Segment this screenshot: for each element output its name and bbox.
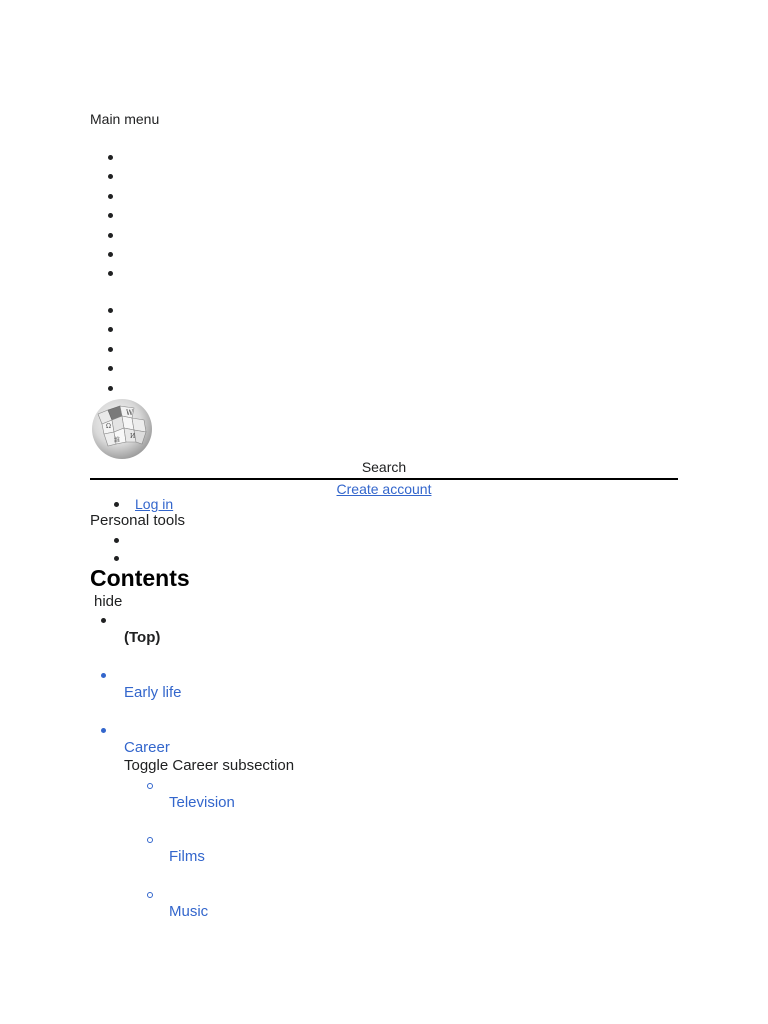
create-account-link[interactable]: Create account [336,481,432,497]
svg-text:維: 維 [114,437,121,444]
toc-item-early-life[interactable]: Early life [124,684,182,701]
bullet-icon [101,618,106,623]
main-menu-label[interactable]: Main menu [90,111,160,127]
bullet-icon [101,728,106,733]
contents-heading: Contents [90,565,190,591]
toc-hide-button[interactable]: hide [94,593,123,610]
toc-toggle-career-button[interactable]: Toggle Career subsection [124,757,295,774]
toc-item-films[interactable]: Films [169,848,205,865]
search-divider [90,478,678,480]
circle-bullet-icon [147,783,153,789]
personal-tools-item[interactable] [114,556,119,561]
personal-tools-label[interactable]: Personal tools [90,512,186,529]
svg-text:W: W [126,409,134,417]
toc-item-top[interactable]: (Top) [124,629,161,646]
create-account-container [90,481,678,497]
toc-item-music[interactable]: Music [169,903,209,920]
bullet-icon [101,673,106,678]
personal-tools-item[interactable] [114,538,119,543]
circle-bullet-icon [147,892,153,898]
toc-item-career[interactable]: Career [124,739,170,756]
svg-text:И: И [130,433,136,440]
svg-text:Ω: Ω [106,423,111,430]
search-label[interactable]: Search [361,459,407,475]
circle-bullet-icon [147,837,153,843]
wikipedia-globe-logo[interactable] [90,396,154,460]
toc-item-television[interactable]: Television [169,794,235,811]
log-in-link[interactable]: Log in [135,496,174,512]
bullet-icon [114,502,119,507]
